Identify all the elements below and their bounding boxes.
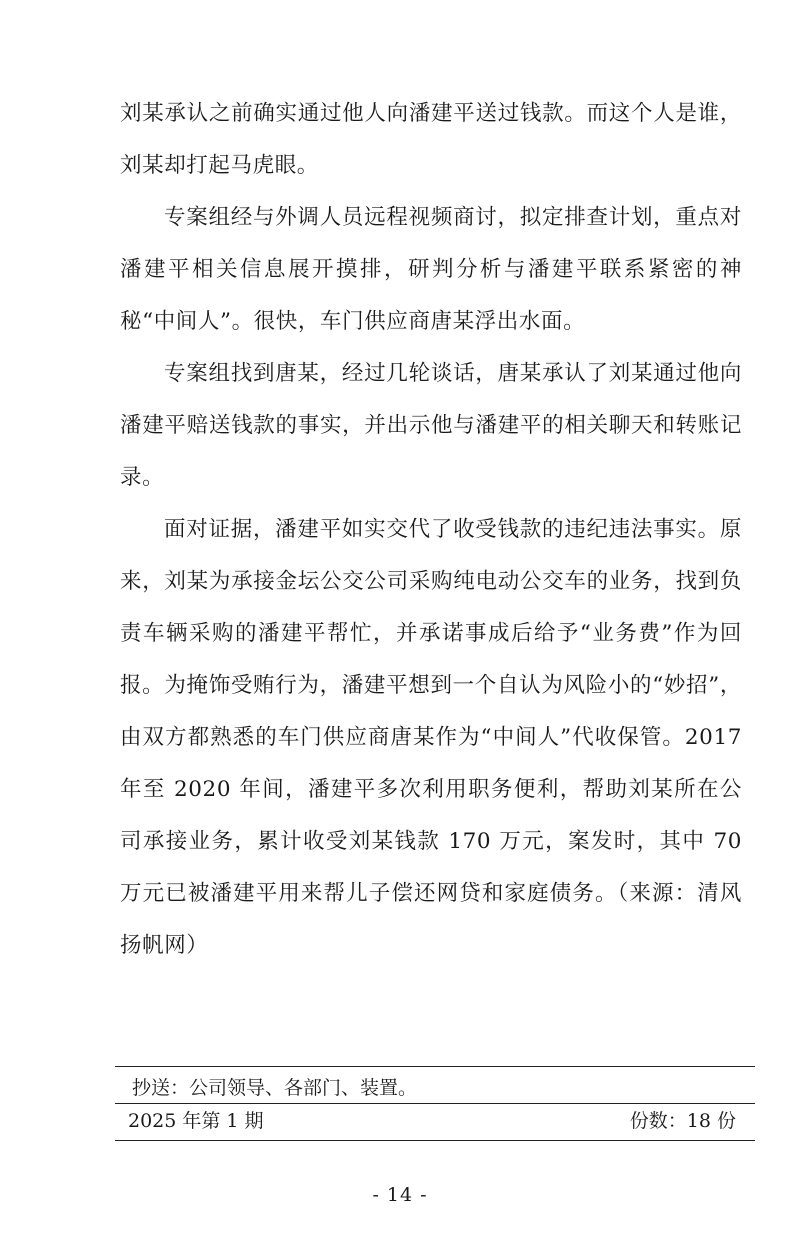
paragraph-1: 刘某承认之前确实通过他人向潘建平送过钱款。而这个人是谁，刘某却打起马虎眼。 [120, 101, 742, 178]
footer-top-rule [115, 1066, 755, 1067]
copies-count: 份数：18 份 [629, 1110, 736, 1132]
page-number: - 14 - [372, 1184, 428, 1206]
issue-number: 2025 年第 1 期 [128, 1110, 264, 1132]
paragraph-3: 专案组找到唐某，经过几轮谈话，唐某承认了刘某通过他向潘建平赔送钱款的事实，并出示他与潘建平的相关聊天和转账记录。 [120, 361, 742, 490]
issue-info-row [128, 1106, 736, 1136]
paragraph-2: 专案组经与外调人员远程视频商讨，拟定排查计划，重点对潘建平相关信息展开摸排，研判分析与潘建平联系紧密的神秘“中间人”。很快，车门供应商唐某浮出水面。 [120, 205, 742, 334]
paragraph-4: 面对证据，潘建平如实交代了收受钱款的违纪违法事实。原来，刘某为承接金坛公交公司采购纯电动公交车的业务，找到负责车辆采购的潘建平帮忙，并承诺事成后给予“业务费”作为回报。为掩饰受贿行为，潘建平想到一个自认为风险小的“妙招”，由双方都熟悉的车门供应商唐某作为“中间人”代收保管。2017 年至 2020 年间，潘建平多次利用职务便利，帮助刘某所在公司承接业务，累计收受刘某钱款 170 万元，案发时，其中 70 万元已被潘建平用来帮儿子偿还网贷和家庭债务。（来源：清风扬帆网） [120, 517, 742, 958]
article-body [120, 88, 742, 972]
footer-middle-rule [115, 1103, 755, 1104]
footer-bottom-rule [115, 1140, 755, 1141]
cc-distribution-line: 抄送：公司领导、各部门、装置。 [132, 1077, 418, 1099]
